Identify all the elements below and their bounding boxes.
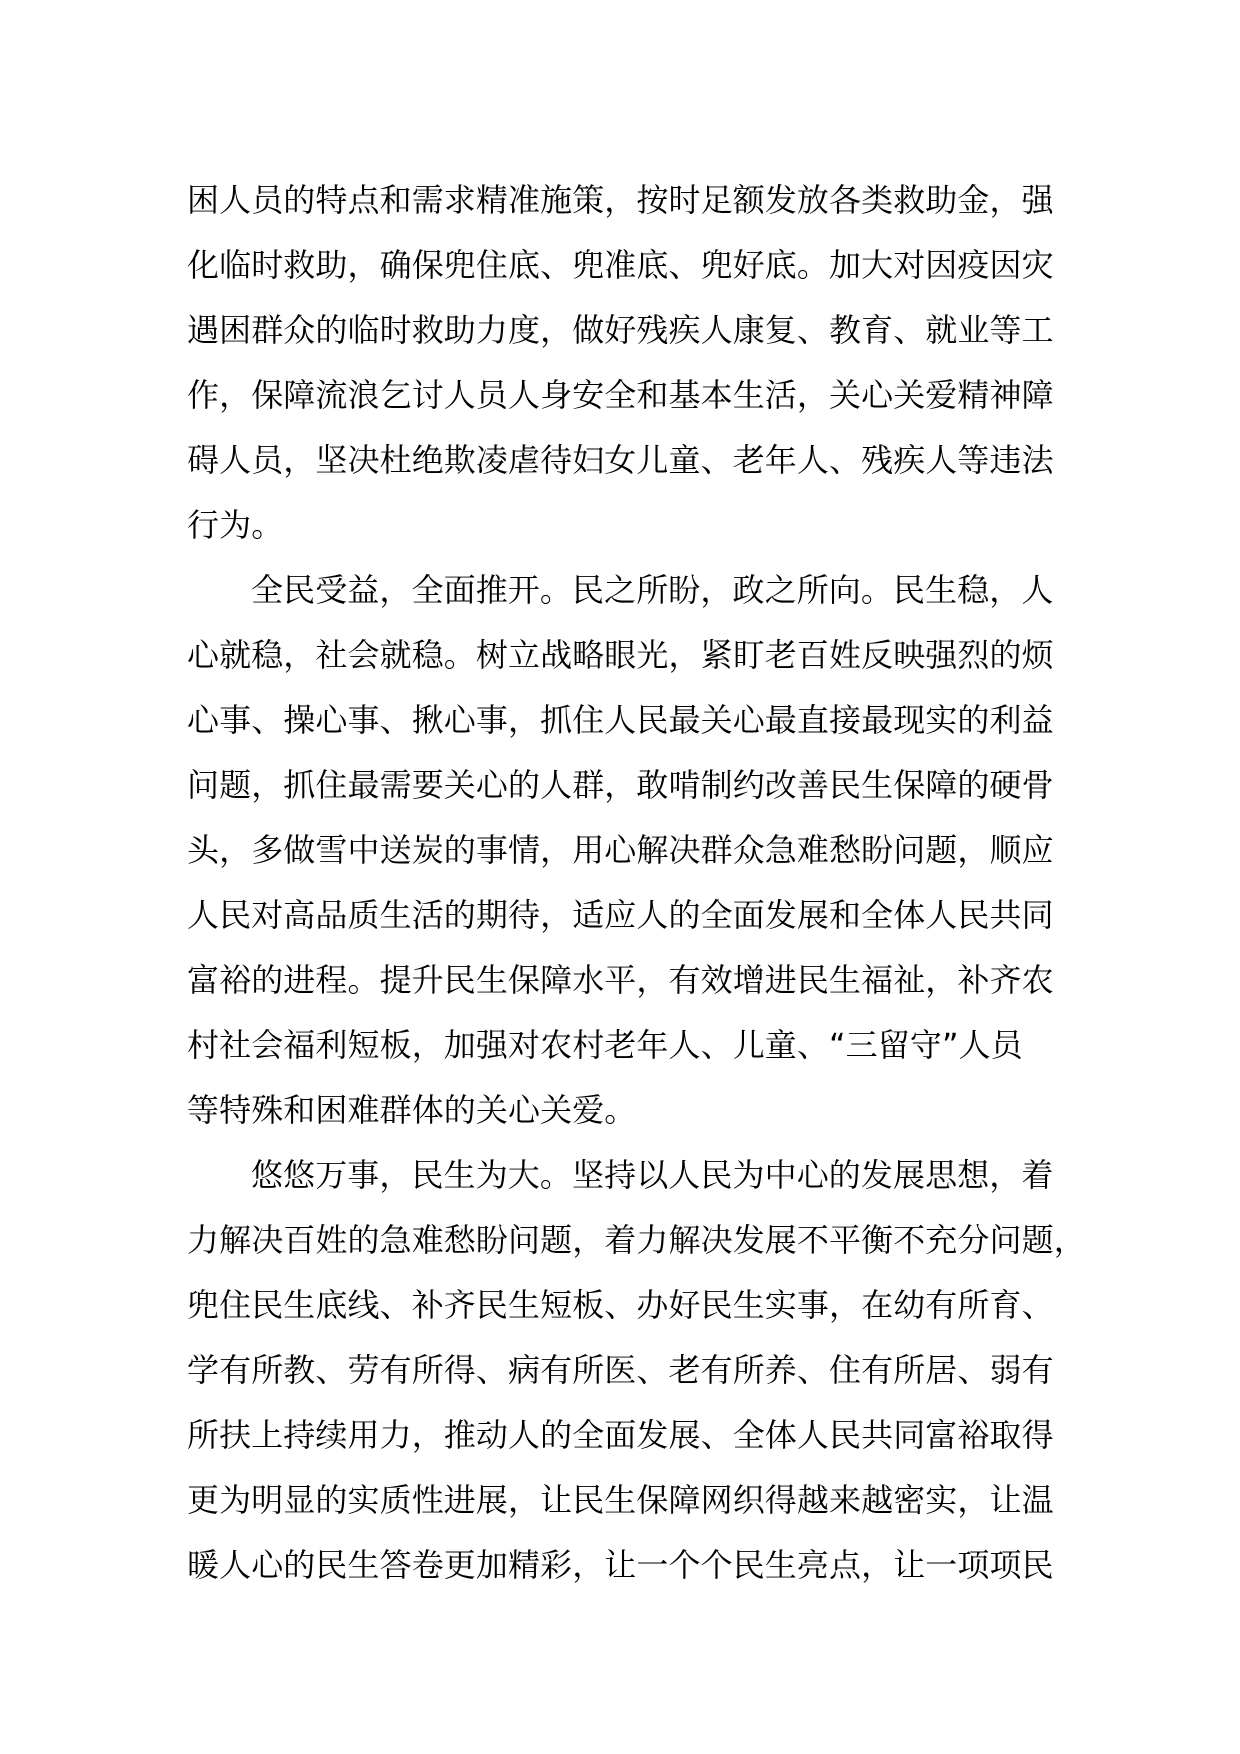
text-line: 村社会福利短板，加强对农村老年人、儿童、“三留守”人员 <box>187 1026 1023 1064</box>
text-line: 暖人心的民生答卷更加精彩，让一个个民生亮点，让一项项民 <box>187 1546 1054 1584</box>
text-line: 等特殊和困难群体的关心关爱。 <box>187 1091 637 1129</box>
text-line: 兜住民生底线、补齐民生短板、办好民生实事，在幼有所育、 <box>187 1286 1054 1324</box>
text-line: 问题，抓住最需要关心的人群，敢啃制约改善民生保障的硬骨 <box>187 766 1054 804</box>
text-line: 碍人员，坚决杜绝欺凌虐待妇女儿童、老年人、残疾人等违法 <box>187 441 1054 479</box>
text-line: 人民对高品质生活的期待，适应人的全面发展和全体人民共同 <box>187 896 1054 934</box>
paragraph-first-line: 悠悠万事，民生为大。坚持以人民为中心的发展思想，着 <box>251 1156 1054 1194</box>
text-line: 学有所教、劳有所得、病有所医、老有所养、住有所居、弱有 <box>187 1351 1054 1389</box>
text-line: 更为明显的实质性进展，让民生保障网织得越来越密实，让温 <box>187 1481 1054 1519</box>
text-line: 头，多做雪中送炭的事情，用心解决群众急难愁盼问题，顺应 <box>187 831 1054 869</box>
text-line: 所扶上持续用力，推动人的全面发展、全体人民共同富裕取得 <box>187 1416 1054 1454</box>
text-line: 行为。 <box>187 506 284 544</box>
text-line: 遇困群众的临时救助力度，做好残疾人康复、教育、就业等工 <box>187 311 1054 349</box>
text-line: 作，保障流浪乞讨人员人身安全和基本生活，关心关爱精神障 <box>187 376 1054 414</box>
text-line: 化临时救助，确保兜住底、兜准底、兜好底。加大对因疫因灾 <box>187 246 1054 284</box>
text-line: 心事、操心事、揪心事，抓住人民最关心最直接最现实的利益 <box>187 701 1054 739</box>
text-line: 心就稳，社会就稳。树立战略眼光，紧盯老百姓反映强烈的烦 <box>187 636 1054 674</box>
paragraph-first-line: 全民受益，全面推开。民之所盼，政之所向。民生稳，人 <box>251 571 1054 609</box>
text-line: 困人员的特点和需求精准施策，按时足额发放各类救助金，强 <box>187 181 1054 219</box>
text-line: 富裕的进程。提升民生保障水平，有效增进民生福祉，补齐农 <box>187 961 1054 999</box>
text-line: 力解决百姓的急难愁盼问题，着力解决发展不平衡不充分问题， <box>187 1221 1086 1259</box>
document-body <box>187 168 1086 1598</box>
